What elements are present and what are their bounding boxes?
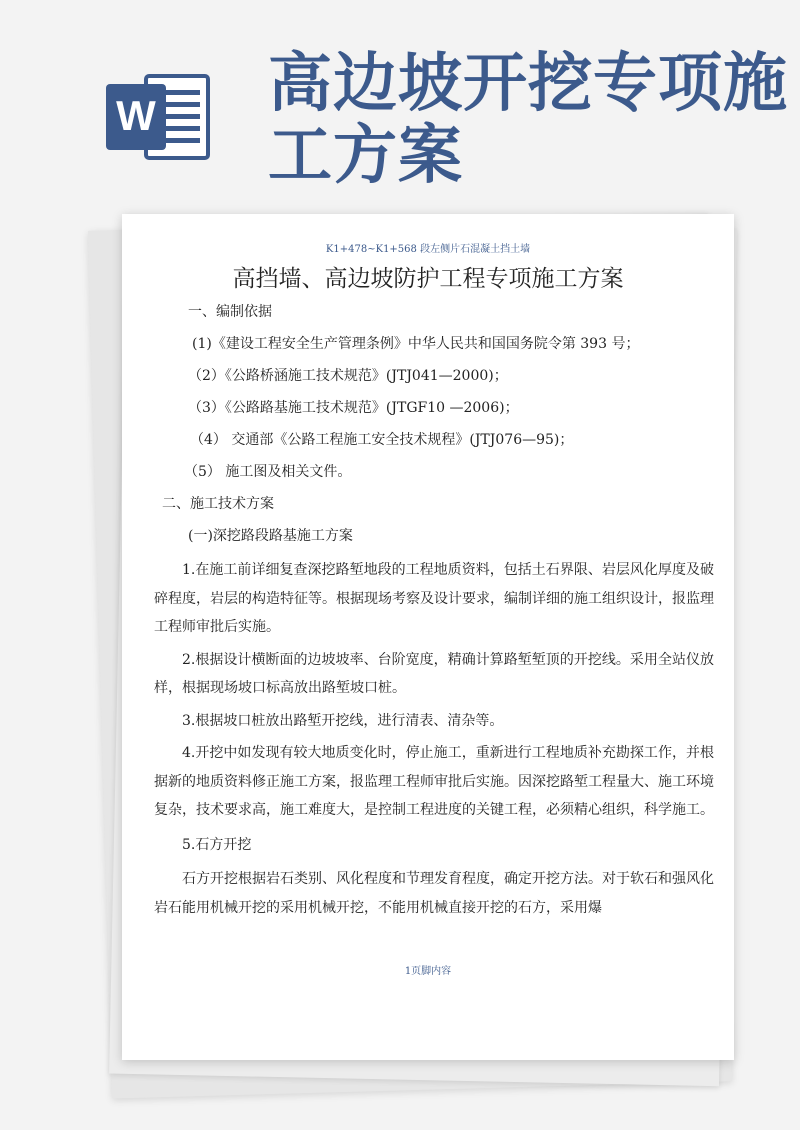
- body-paragraph: 石方开挖根据岩石类别、风化程度和节理发育程度，确定开挖方法。对于软石和强风化岩石能用机械开挖的采用机械开挖，不能用机械直接开挖的石方，采用爆: [154, 871, 714, 916]
- body-paragraph: 1.在施工前详细复查深挖路堑地段的工程地质资料，包括土石界限、岩层风化厚度及破碎程度，岩层的构造特征等。根据现场考察及设计要求，编制详细的施工组织设计，报监理工程师审批后实施。: [154, 562, 714, 635]
- document-subtitle: K1+478~K1+568 段左侧片石混凝土挡土墙: [325, 244, 531, 255]
- section-heading: 二、施工技术方案: [162, 496, 274, 512]
- reference-item: （4） 交通部《公路工程施工安全技术规程》(JTJ076—95)；: [190, 432, 574, 448]
- subsection-heading: 5.石方开挖: [182, 836, 252, 853]
- document-title: 高挡墙、高边坡防护工程专项施工方案: [232, 266, 624, 292]
- body-paragraph: 3.根据坡口桩放出路堑开挖线，进行清表、清杂等。: [182, 712, 504, 729]
- word-document-icon: [106, 72, 216, 162]
- banner-title: 高边坡开挖专项施工方案: [268, 47, 788, 193]
- body-paragraph: 2.根据设计横断面的边坡坡率、台阶宽度，精确计算路堑堑顶的开挖线。采用全站仪放样，根据现场坡口标高放出路堑坡口桩。: [154, 651, 714, 696]
- subsection-heading: (一)深挖路段路基施工方案: [188, 528, 353, 544]
- svg-text:W: W: [116, 92, 156, 139]
- document-page: [122, 214, 734, 1060]
- reference-item: （2）《公路桥涵施工技术规范》(JTJ041—2000)；: [188, 368, 508, 384]
- page-footer: 1页脚内容: [404, 966, 452, 977]
- body-paragraph: 4.开挖中如发现有较大地质变化时，停止施工，重新进行工程地质补充勘探工作，并根据新的地质资料修正施工方案，报监理工程师审批后实施。因深挖路堑工程量大、施工环境复杂，技术要求高，施工难度大，是控制工程进度的关键工程，必须精心组织，科学施工。: [154, 745, 714, 818]
- document-body: [154, 296, 714, 922]
- reference-item: （3）《公路路基施工技术规范》(JTGF10 —2006)；: [188, 400, 519, 416]
- reference-item: （5） 施工图及相关文件。: [184, 464, 352, 480]
- section-heading: 一、编制依据: [188, 304, 272, 320]
- reference-item: (1)《建设工程安全生产管理条例》中华人民共和国国务院令第 393 号；: [192, 336, 640, 352]
